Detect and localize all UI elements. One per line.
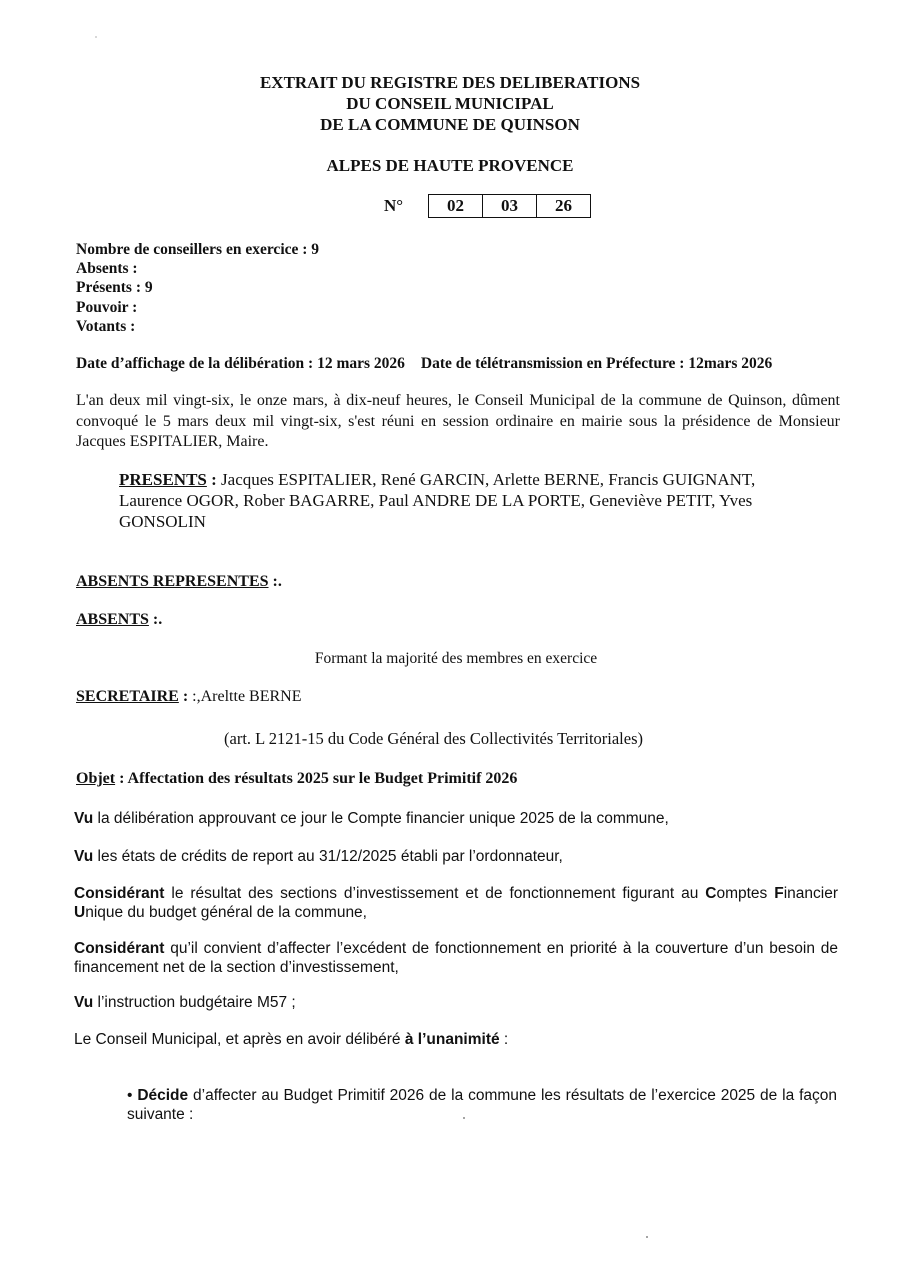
date-affichage: Date d’affichage de la délibération : 12 mars 2026 <box>76 355 405 372</box>
cons1-initial-u: U <box>74 904 86 921</box>
objet-line <box>76 770 517 788</box>
number-part-day: 02 <box>429 195 483 217</box>
vu2-text: les états de crédits de report au 31/12/2025 établi par l’ordonnateur, <box>93 848 563 865</box>
cons1-bold: Considérant <box>74 885 165 902</box>
absents-value: :. <box>148 611 163 628</box>
vu3-text: l’instruction budgétaire M57 ; <box>93 994 296 1011</box>
presents-label: PRESENTS <box>119 470 207 489</box>
decide-bold: Décide <box>137 1087 189 1104</box>
conseil-unanimite: à l’unanimité <box>404 1031 500 1048</box>
number-label: N° <box>384 196 404 215</box>
scan-speck <box>463 1117 465 1119</box>
secretaire-colon: : <box>178 688 189 705</box>
absents-representes-value: :. <box>268 573 282 590</box>
vu2-bold: Vu <box>74 848 94 865</box>
cons1-initial-c: C <box>705 885 717 902</box>
vu1-bold: Vu <box>74 810 94 827</box>
cons2-text: qu’il convient d’affecter l’excédent de fonctionnement en priorité à la couverture d’un besoin de financement net de la section d’investissement, <box>74 940 838 976</box>
count-presents: Présents : 9 <box>76 279 153 297</box>
vu3-bold: Vu <box>74 994 94 1011</box>
absents-representes-label: ABSENTS REPRESENTES <box>76 573 269 590</box>
cons1-text-a: le résultat des sections d’investissement et de fonctionnement figurant au <box>164 885 706 902</box>
decide-text: d’affecter au Budget Primitif 2026 de la commune les résultats de l’exercice 2025 de la façon suivante : <box>127 1087 837 1123</box>
count-pouvoir: Pouvoir : <box>76 298 138 316</box>
scan-speck <box>646 1236 648 1238</box>
majorite-line <box>0 650 900 668</box>
absents-line <box>76 611 162 629</box>
presents-names: Jacques ESPITALIER, René GARCIN, Arlette BERNE, Francis GUIGNANT, Laurence OGOR, Rober BAGARRE, Paul ANDRE DE LA PORTE, Geneviève PETIT, Yves GONSOLIN <box>119 470 756 531</box>
majorite-text: Formant la majorité des membres en exercice <box>314 650 598 667</box>
number-part-month: 03 <box>483 195 537 217</box>
cons1-text-d: inancier <box>783 885 838 902</box>
conseil-end: : <box>499 1031 509 1048</box>
region-title: ALPES DE HAUTE PROVENCE <box>326 156 574 175</box>
bullet-icon: • <box>127 1087 133 1104</box>
vu1-text: la délibération approuvant ce jour le Compte financier unique 2025 de la commune, <box>93 810 669 827</box>
intro-paragraph: L'an deux mil vingt-six, le onze mars, à dix-neuf heures, le Conseil Municipal de la commune de Quinson, dûment convoqué le 5 mars deux mil vingt-six, s'est réuni en session ordinaire en mairie sous la présidence de Monsieur Jacques ESPITALIER, Maire. <box>76 392 840 450</box>
decide-paragraph <box>127 1086 837 1124</box>
header-line-1: EXTRAIT DU REGISTRE DES DELIBERATIONS <box>259 73 641 92</box>
header-line-2: DU CONSEIL MUNICIPAL <box>346 94 554 113</box>
objet-text: : Affectation des résultats 2025 sur le Budget Primitif 2026 <box>115 770 518 787</box>
presents-separator: : <box>206 470 222 489</box>
objet-label: Objet <box>76 770 116 787</box>
vu-compte-financier <box>74 809 838 828</box>
secretaire-value: :,Areltte BERNE <box>188 688 302 705</box>
article-reference: (art. L 2121-15 du Code Général des Collectivités Territoriales) <box>224 729 644 748</box>
conseil-text: Le Conseil Municipal, et après en avoir délibéré <box>74 1031 405 1048</box>
council-counts <box>76 240 319 336</box>
scan-speck <box>95 36 97 38</box>
absents-representes-line <box>76 573 282 591</box>
count-votants: Votants : <box>76 317 136 335</box>
cons1-text-b: omptes <box>716 885 775 902</box>
considerant-excedent <box>74 939 838 977</box>
vu-instruction-m57 <box>74 993 838 1012</box>
cons1-initial-f: F <box>774 885 784 902</box>
secretaire-label: SECRETAIRE <box>76 688 179 705</box>
count-conseillers: Nombre de conseillers en exercice : 9 <box>76 241 320 258</box>
cons2-bold: Considérant <box>74 940 165 957</box>
header-line-3: DE LA COMMUNE DE QUINSON <box>320 115 580 134</box>
vu-credits-report <box>74 847 838 866</box>
dates-line <box>76 355 772 373</box>
cons1-text-e: nique du budget général de la commune, <box>85 904 367 921</box>
conseil-deliberation <box>74 1030 838 1049</box>
number-part-year: 26 <box>555 196 572 215</box>
number-box <box>428 194 591 218</box>
presents-paragraph <box>119 469 809 532</box>
deliberation-number <box>384 194 591 218</box>
absents-label: ABSENTS <box>76 611 149 628</box>
secretaire-line <box>76 688 301 706</box>
count-absents: Absents : <box>76 260 138 278</box>
considerant-resultat <box>74 884 838 922</box>
date-teletransmission: Date de télétransmission en Préfecture : 12mars 2026 <box>420 355 773 372</box>
